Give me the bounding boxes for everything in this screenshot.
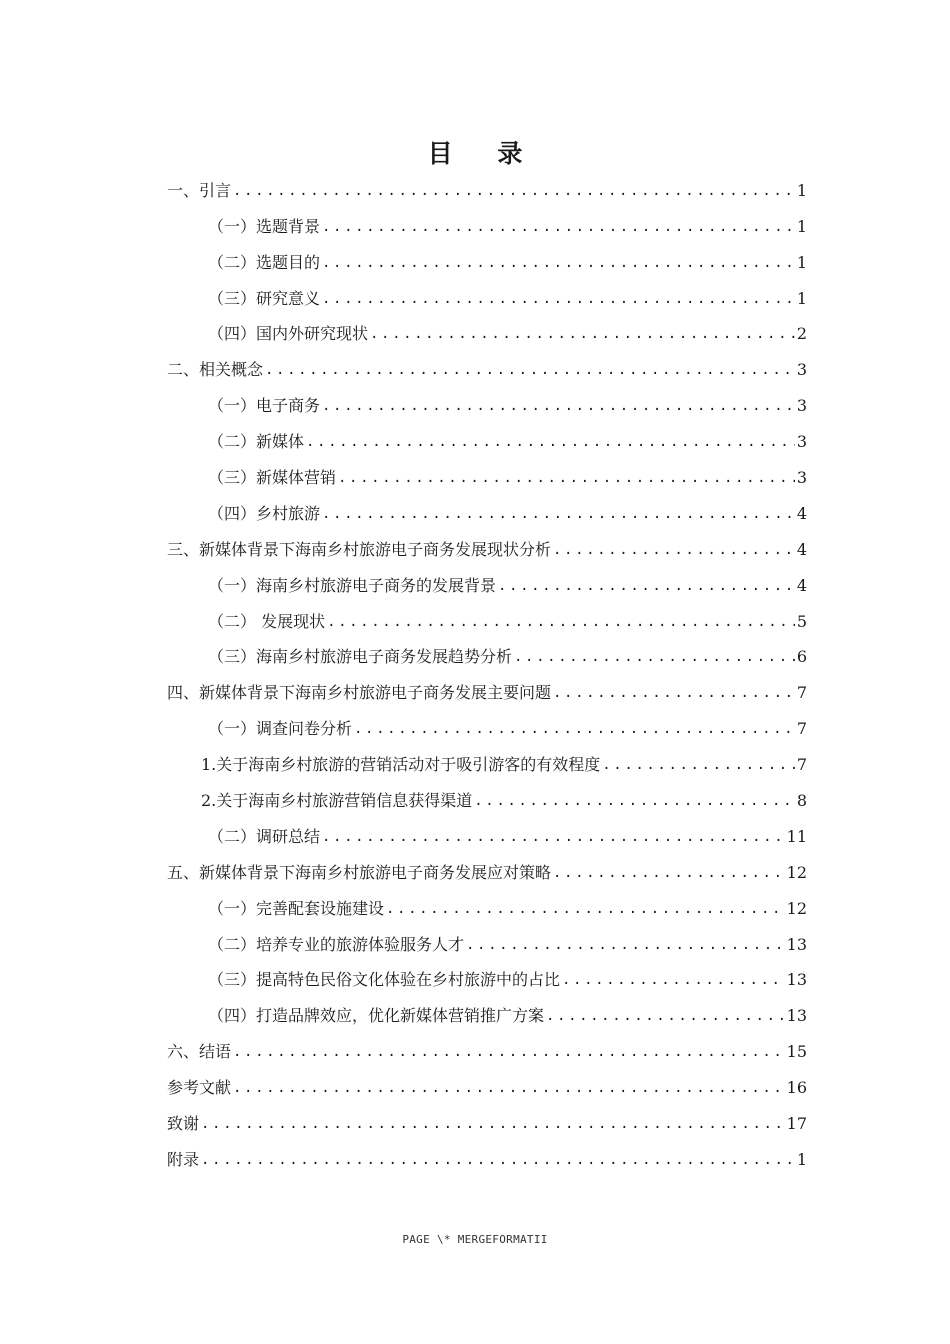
toc-entry-label: （四）打造品牌效应，优化新媒体营销推广方案 [208,1006,545,1026]
toc-entry-label: 1.关于海南乡村旅游的营销活动对于吸引游客的有效程度 [201,755,601,775]
toc-entry-label: （三）海南乡村旅游电子商务发展趋势分析 [208,647,513,667]
toc-entry-label: 致谢 [167,1114,200,1134]
toc-entry-label: 四、新媒体背景下海南乡村旅游电子商务发展主要问题 [167,683,552,703]
toc-page-number: 3 [796,360,807,380]
toc-dot-leader [602,754,795,780]
toc-entry[interactable] [167,601,807,637]
toc-page-number: 13 [786,1006,807,1026]
toc-entry[interactable] [167,744,807,780]
toc-entry[interactable] [167,1103,807,1139]
toc-page-number: 11 [786,826,807,846]
toc-entry[interactable] [167,349,807,385]
table-of-contents [167,170,807,1175]
toc-entry-label: （二）选题目的 [208,252,321,272]
toc-entry-label: （四）国内外研究现状 [208,324,369,344]
toc-page-number: 12 [786,898,807,918]
toc-dot-leader [322,503,795,529]
toc-entry[interactable] [167,242,807,278]
toc-dot-leader [322,252,795,278]
toc-page-number: 4 [796,503,807,523]
toc-entry-label: （四）乡村旅游 [208,503,321,523]
toc-dot-leader [386,898,785,924]
toc-page-number: 1 [796,216,807,236]
toc-entry-label: （二）调研总结 [208,826,321,846]
toc-entry[interactable] [167,314,807,350]
toc-dot-leader [233,1041,785,1067]
toc-dot-leader [306,431,795,457]
toc-page-number: 7 [796,683,807,703]
toc-entry[interactable] [167,565,807,601]
toc-dot-leader [553,862,785,888]
toc-dot-leader [322,826,785,852]
toc-entry-label: （一）完善配套设施建设 [208,898,385,918]
toc-page-number: 16 [786,1078,807,1098]
toc-entry-label: （二）新媒体 [208,432,305,452]
toc-entry-label: 二、相关概念 [167,360,264,380]
toc-entry-label: （三）新媒体营销 [208,468,337,488]
toc-dot-leader [498,575,795,601]
toc-page-number: 3 [796,432,807,452]
toc-entry[interactable] [167,385,807,421]
toc-dot-leader [474,790,795,816]
page-footer-field-code: PAGE \* MERGEFORMATII [402,1233,548,1246]
toc-entry[interactable] [167,995,807,1031]
toc-entry-label: 六、结语 [167,1042,232,1062]
toc-page-number: 1 [796,180,807,200]
toc-entry-label: （三）提高特色民俗文化体验在乡村旅游中的占比 [208,970,561,990]
toc-entry[interactable] [167,493,807,529]
toc-entry[interactable] [167,780,807,816]
toc-page-number: 3 [796,468,807,488]
toc-page-number: 2 [796,324,807,344]
toc-entry-label: 三、新媒体背景下海南乡村旅游电子商务发展现状分析 [167,539,552,559]
toc-entry[interactable] [167,206,807,242]
toc-entry[interactable] [167,708,807,744]
toc-page-number: 5 [796,611,807,631]
toc-entry[interactable] [167,1139,807,1175]
toc-entry-label: （一）海南乡村旅游电子商务的发展背景 [208,575,497,595]
toc-page-number: 7 [796,719,807,739]
toc-page-number: 12 [786,862,807,882]
toc-entry-label: （一）电子商务 [208,396,321,416]
toc-entry[interactable] [167,457,807,493]
toc-entry-label: （三）研究意义 [208,288,321,308]
toc-entry[interactable] [167,637,807,673]
toc-entry[interactable] [167,1031,807,1067]
toc-page-number: 15 [786,1042,807,1062]
toc-page-number: 17 [786,1114,807,1134]
toc-entry[interactable] [167,816,807,852]
toc-page-number: 1 [796,288,807,308]
toc-dot-leader [370,323,795,349]
toc-page-number: 13 [786,970,807,990]
toc-entry[interactable] [167,170,807,206]
toc-dot-leader [546,1005,785,1031]
toc-entry[interactable] [167,888,807,924]
toc-entry-label: （一）选题背景 [208,216,321,236]
toc-entry-label: 参考文献 [167,1078,232,1098]
toc-dot-leader [338,467,795,493]
toc-dot-leader [466,934,785,960]
toc-dot-leader [265,359,795,385]
toc-dot-leader [322,216,795,242]
toc-entry-label: 2.关于海南乡村旅游营销信息获得渠道 [201,791,473,811]
toc-entry-label: （二）培养专业的旅游体验服务人才 [208,934,465,954]
toc-dot-leader [201,1149,795,1175]
toc-page-number: 13 [786,934,807,954]
toc-dot-leader [322,288,795,314]
toc-dot-leader [233,1077,785,1103]
toc-dot-leader [354,718,795,744]
toc-entry[interactable] [167,852,807,888]
toc-entry[interactable] [167,672,807,708]
toc-page-number: 1 [796,1149,807,1169]
toc-dot-leader [201,1113,785,1139]
toc-entry[interactable] [167,1067,807,1103]
toc-dot-leader [553,682,795,708]
toc-page-number: 7 [796,755,807,775]
toc-page-number: 4 [796,539,807,559]
toc-entry[interactable] [167,529,807,565]
toc-entry[interactable] [167,421,807,457]
toc-entry[interactable] [167,278,807,314]
toc-entry-label: （一）调查问卷分析 [208,719,353,739]
toc-dot-leader [327,611,795,637]
toc-entry[interactable] [167,960,807,996]
toc-dot-leader [553,539,795,565]
toc-dot-leader [322,395,795,421]
toc-page-number: 6 [796,647,807,667]
toc-title: 目 录 [427,139,541,168]
toc-entry-label: 附录 [167,1149,200,1169]
toc-entry[interactable] [167,924,807,960]
toc-entry-label: （二） 发展现状 [208,611,326,631]
toc-entry-label: 一、引言 [167,180,232,200]
toc-page-number: 8 [796,791,807,811]
toc-page-number: 4 [796,575,807,595]
toc-dot-leader [562,969,785,995]
toc-dot-leader [233,180,795,206]
toc-page-number: 1 [796,252,807,272]
toc-dot-leader [514,646,795,672]
toc-entry-label: 五、新媒体背景下海南乡村旅游电子商务发展应对策略 [167,862,552,882]
toc-page-number: 3 [796,396,807,416]
